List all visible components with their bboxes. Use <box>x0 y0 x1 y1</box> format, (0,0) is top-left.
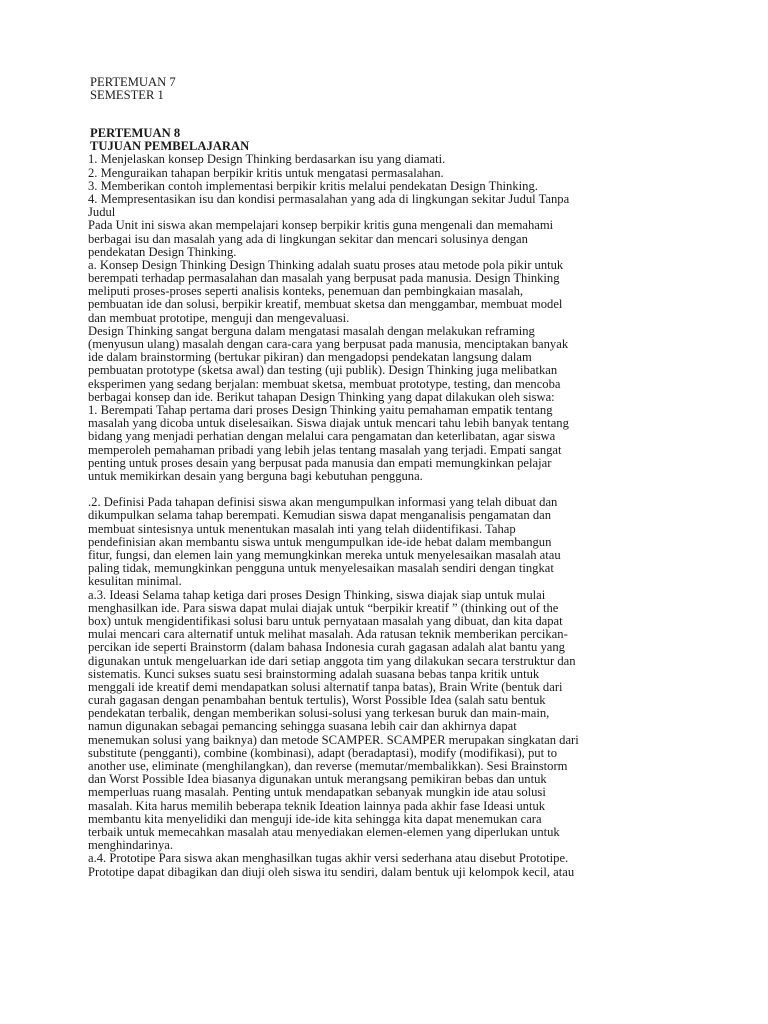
document-header <box>90 76 680 102</box>
semester-label: SEMESTER 1 <box>90 88 164 103</box>
body-text-line: Prototipe dapat dibagikan dan diuji oleh siswa itu sendiri, dalam bentuk uji kelompok kecil, atau <box>88 864 575 879</box>
body-text-line: kesulitan minimal. <box>88 574 182 589</box>
objective-line: 4. Mempresentasikan isu dan kondisi permasalahan yang ada di lingkungan sekitar Judul Tanpa <box>88 191 570 206</box>
body-text-line: masalah yang dicoba untuk diselesaikan. Siswa diajak untuk mencari tahu lebih banyak tentang <box>88 416 569 431</box>
body-text-line: dan Worst Possible Idea biasanya digunakan untuk merangsang pemikiran bebas dan untuk <box>88 772 547 787</box>
body-text-line: menggali ide kreatif demi mendapatkan solusi alternatif tanpa batas), Brain Write (bentuk dari <box>88 679 563 694</box>
body-text-line: box) untuk mengidentifikasi solusi baru untuk pernyataan masalah yang dibuat, dan kita dapat <box>88 613 563 628</box>
body-text-line: digunakan untuk mengeluarkan ide dari setiap anggota tim yang dilakukan secara terstruktur dan <box>88 653 576 668</box>
body-text-line: untuk memikirkan desain yang berguna bagi kebutuhan pengguna. <box>88 468 423 483</box>
body-text-line: membuat sintesisnya untuk menentukan masalah inti yang telah diidentifikasi. Tahap <box>88 521 516 536</box>
body-text-line: dikumpulkan selama tahap berempati. Kemudian siswa dapat menganalisis pengamatan dan <box>88 508 552 523</box>
body-text-line: pembuatan ide dan solusi, berpikir kreatif, membuat sketsa dan menggambar, membuat model <box>88 297 563 312</box>
body-text-line: sistematis. Kunci sukses suatu sesi brainstorming adalah suasana bebas tanpa kritik untuk <box>88 666 540 681</box>
body-text-line: pendekatan Design Thinking. <box>88 244 237 259</box>
body-text-line: menghindarinya. <box>88 838 173 853</box>
body-text-line: terbaik untuk memecahkan masalah atau menyediakan elemen-elemen yang diperlukan untuk <box>88 824 560 839</box>
body-text-line: 1. Berempati Tahap pertama dari proses Design Thinking yaitu pemahaman empatik tentang <box>88 402 553 417</box>
body-text-line: mulai mencari cara alternatif untuk melihat masalah. Ada ratusan teknik memberikan percikan- <box>88 627 568 642</box>
body-text-line: pendekatan terbalik, dengan memberikan solusi-solusi yang terkesan buruk dan main-main, <box>88 706 550 721</box>
body-text-line: a. Konsep Design Thinking Design Thinking adalah suatu proses atau metode pola pikir untuk <box>88 257 564 272</box>
body-text-line: membantu kita menyelidiki dan menguji ide-ide kita sehingga kita dapat menemukan cara <box>88 811 542 826</box>
body-text-line: eksperimen yang sedang berjalan: membuat sketsa, membuat prototype, testing, dan mencoba <box>88 376 561 391</box>
body-text-line: paling tidak, memungkinkan pengguna untuk menyelesaikan masalah sendiri dengan tingkat <box>88 561 554 576</box>
body-text-line: a.3. Ideasi Selama tahap ketiga dari proses Design Thinking, siswa diajak siap untuk mulai <box>88 587 546 602</box>
body-text-line: memperoleh pemahaman pribadi yang lebih jelas tentang masalah yang terjadi. Empati sangat <box>88 442 562 457</box>
body-text-line: (menyusun ulang) masalah dengan cara-cara yang berpusat pada manusia, menciptakan banyak <box>88 337 569 351</box>
body-text-line: .2. Definisi Pada tahapan definisi siswa akan mengumpulkan informasi yang telah dibuat dan <box>88 495 558 510</box>
objective-line: 3. Memberikan contoh implementasi berpikir kritis melalui pendekatan Design Thinking. <box>88 178 538 193</box>
body-text-line: berempati terhadap permasalahan dan masalah yang berpusat pada manusia. Design Thinking <box>88 271 560 286</box>
body-text-line: namun digunakan sebagai pemancing sehingga suasana lebih cair dan akhirnya dapat <box>88 719 517 734</box>
body-text-line: Design Thinking sangat berguna dalam mengatasi masalah dengan melakukan reframing <box>88 323 535 338</box>
body-text-line: berbagai konsep dan ide. Berikut tahapan Design Thinking yang dapat dilakukan oleh siswa: <box>88 389 555 404</box>
body-text-line: menemukan solusi yang baiknya) dan metode SCAMPER. SCAMPER merupakan singkatan dari <box>88 732 579 747</box>
body-text-line: a.4. Prototipe Para siswa akan menghasilkan tugas akhir versi sederhana atau disebut Prototipe. <box>88 851 569 866</box>
body-text-line: bidang yang menjadi perhatian dengan melalui cara pengamatan dan keterlibatan, agar siswa <box>88 429 556 444</box>
body-paragraphs-2 <box>88 496 680 878</box>
objective-line: Judul <box>88 205 116 220</box>
body-text-line: substitute (pengganti), combine (kombinasi), adapt (beradaptasi), modify (modifikasi), put to <box>88 745 558 760</box>
objective-line: 2. Menguraikan tahapan berpikir kritis untuk mengatasi permasalahan. <box>88 165 444 180</box>
objective-line: 1. Menjelaskan konsep Design Thinking berdasarkan isu yang diamati. <box>88 152 446 167</box>
body-text-line: curah gagasan dengan penambahan bentuk tertulis), Worst Possible Idea (salah satu bentuk <box>88 693 546 708</box>
body-text-line: pendefinisian akan membantu siswa untuk mengumpulkan ide-ide hebat dalam membangun <box>88 534 552 549</box>
body-text-line: ide dalam brainstorming (bertukar pikiran) dan mengadopsi pendekatan langsung dalam <box>88 350 532 365</box>
objectives-title: TUJUAN PEMBELAJARAN <box>90 139 250 154</box>
document-body <box>88 127 680 879</box>
meeting-label: PERTEMUAN 7 <box>90 75 176 89</box>
body-text-line: another use, eliminate (menghilangkan), dan reverse (memutar/membalikkan). Sesi Brainstorm <box>88 759 568 773</box>
body-text-line: meliputi proses-proses seperti analisis konteks, penemuan dan pembingkaian masalah, <box>88 284 524 299</box>
objectives-list <box>88 153 680 219</box>
body-paragraphs-1 <box>88 219 680 483</box>
body-text-line: fitur, fungsi, dan elemen lain yang memungkinkan mereka untuk menyelesaikan masalah atau <box>88 548 561 562</box>
body-text-line: memperluas ruang masalah. Penting untuk mendapatkan sebanyak mungkin ide atau solusi <box>88 785 546 800</box>
body-text-line: pembuatan prototype (sketsa awal) dan testing (uji publik). Design Thinking juga melibatkan <box>88 363 558 378</box>
section-title: PERTEMUAN 8 <box>90 126 181 140</box>
body-text-line: Pada Unit ini siswa akan mempelajari konsep berpikir kritis guna mengenali dan memahami <box>88 218 554 233</box>
body-text-line: berbagai isu dan masalah yang ada di lingkungan sekitar dan mencari solusinya dengan <box>88 231 528 246</box>
body-text-line: menghasilkan ide. Para siswa dapat mulai diajak untuk “berpikir kreatif ” (thinking out of the <box>88 600 559 615</box>
body-text-line: penting untuk proses desain yang berpusat pada manusia dan empati memungkinkan pelajar <box>88 455 552 470</box>
body-text-line: masalah. Kita harus memilih beberapa teknik Ideation lainnya pada akhir fase Ideasi untuk <box>88 798 546 813</box>
body-text-line: dan membuat prototipe, menguji dan mengevaluasi. <box>88 310 350 325</box>
body-text-line: percikan ide seperti Brainstorm (dalam bahasa Indonesia curah gagasan adalah alat bantu yang <box>88 640 565 655</box>
